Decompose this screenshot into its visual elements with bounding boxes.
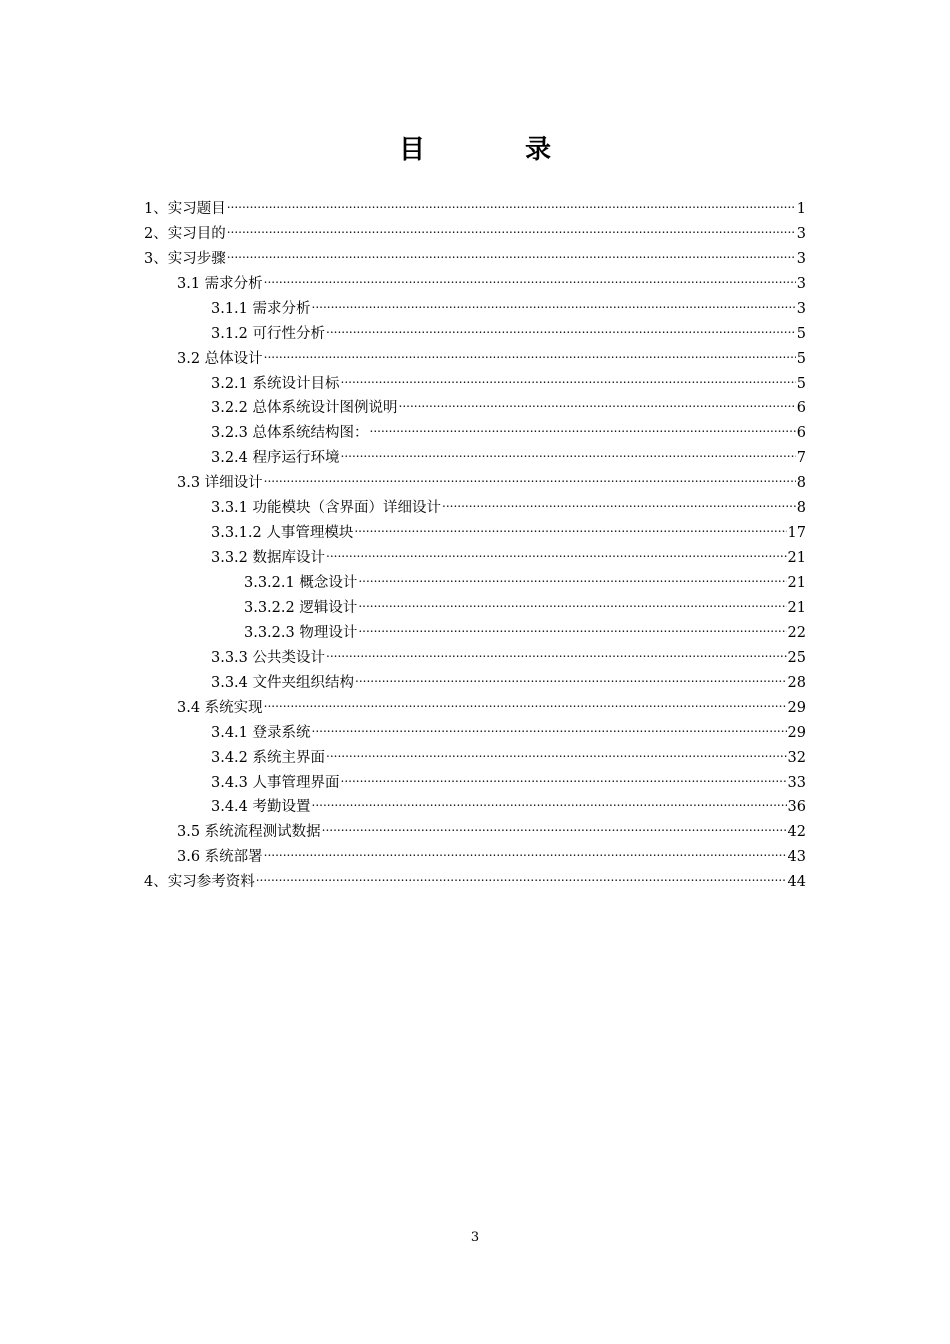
toc-entry-page: 21 [787, 550, 806, 567]
toc-title: 目录 [398, 135, 651, 165]
toc-entry-page: 36 [787, 799, 806, 816]
toc-dot-leader [264, 263, 796, 288]
toc-entry-page: 29 [787, 699, 806, 716]
toc-entry-page: 42 [787, 824, 806, 841]
toc-entry-text: 3.3.3 公共类设计 [211, 649, 326, 666]
toc-entry-page: 3 [796, 300, 806, 317]
toc-dot-leader [358, 562, 786, 587]
toc-dot-leader [370, 412, 796, 437]
toc-entry-text: 3.3.2.1 概念设计 [244, 575, 358, 591]
toc-entry[interactable] [144, 263, 806, 292]
toc-entry-text: 3.4.2 系统主界面 [211, 749, 326, 766]
toc-dot-leader [312, 712, 787, 737]
toc-entry-text: 3.3.1 功能模块（含界面）详细设计 [211, 500, 442, 517]
toc-entry-page: 3 [796, 225, 806, 242]
toc-dot-leader [399, 388, 796, 413]
toc-entry-page: 43 [787, 849, 806, 866]
toc-entry-text: 3、实习步骤 [144, 250, 226, 267]
toc-entry-text: 3.4.4 考勤设置 [211, 799, 311, 816]
toc-dot-leader [227, 188, 796, 213]
toc-dot-leader [312, 288, 796, 313]
toc-entry-page: 8 [796, 475, 806, 492]
toc-entry-text: 1、实习题目 [144, 200, 226, 217]
toc-entry-text: 3.4.3 人事管理界面 [211, 774, 340, 791]
toc-entry-page: 22 [787, 624, 806, 641]
toc-dot-leader [227, 213, 796, 238]
toc-dot-leader [341, 762, 787, 787]
toc-entry-text: 3.2.3 总体系统结构图： [211, 425, 369, 442]
toc-entry-page: 5 [796, 350, 806, 367]
toc-entry-text: 3.4.1 登录系统 [211, 724, 311, 741]
toc-entry-text: 3.4 系统实现 [177, 699, 263, 716]
toc-entry[interactable] [144, 238, 806, 267]
toc-dot-leader [341, 363, 796, 388]
toc-entry-page: 7 [796, 450, 806, 467]
toc-entry-text: 3.6 系统部署 [177, 849, 263, 866]
toc-entry-page: 6 [796, 425, 806, 442]
toc-dot-leader [354, 512, 786, 537]
toc-entry-text: 3.3 详细设计 [177, 475, 263, 492]
toc-entry-page: 33 [787, 774, 806, 791]
toc-dot-leader [326, 537, 787, 562]
toc-entry-text: 3.3.1.2 人事管理模块 [211, 525, 354, 542]
toc-entry-text: 3.1 需求分析 [177, 275, 263, 292]
toc-entry-text: 4、实习参考资料 [144, 874, 255, 891]
toc-entry-text: 3.3.2 数据库设计 [211, 550, 326, 567]
toc-entry-text: 3.2.4 程序运行环境 [211, 450, 340, 467]
toc-dot-leader [264, 836, 787, 861]
toc-entry-page: 21 [787, 575, 806, 591]
toc-dot-leader [227, 238, 796, 263]
toc-entry-text: 3.1.1 需求分析 [211, 300, 311, 317]
toc-entry-text: 3.1.2 可行性分析 [211, 325, 326, 342]
toc-dot-leader [442, 487, 796, 512]
toc-dot-leader [256, 861, 787, 886]
toc-entry-page: 1 [796, 200, 806, 217]
toc-entry-page: 3 [796, 250, 806, 267]
toc-dot-leader [355, 662, 787, 687]
toc-entry-page: 5 [796, 325, 806, 342]
toc-entry-page: 3 [796, 275, 806, 292]
toc-entry-text: 3.3.4 文件夹组织结构 [211, 674, 355, 691]
toc-entry-page: 6 [796, 400, 806, 417]
toc-entry[interactable] [144, 213, 806, 242]
toc-entry-page: 25 [787, 649, 806, 666]
toc-entry-page: 21 [787, 599, 806, 616]
toc-dot-leader [312, 787, 787, 812]
toc-entry-page: 5 [796, 375, 806, 392]
toc-dot-leader [358, 612, 786, 637]
toc-entry[interactable] [144, 188, 806, 217]
toc-entry-text: 2、实习目的 [144, 225, 226, 242]
toc-entry-page: 29 [787, 724, 806, 741]
toc-entry-page: 32 [787, 749, 806, 766]
toc-dot-leader [326, 637, 787, 662]
toc-entry-page: 8 [796, 500, 806, 517]
toc-dot-leader [341, 437, 796, 462]
page-number: 3 [470, 1230, 480, 1245]
toc-entry-page: 17 [787, 525, 806, 542]
toc-entry-text: 3.2 总体设计 [177, 350, 263, 367]
toc-dot-leader [264, 687, 787, 712]
toc-dot-leader [264, 462, 796, 487]
toc-dot-leader [358, 587, 786, 612]
toc-entry-text: 3.3.2.2 逻辑设计 [244, 599, 358, 616]
table-of-contents [144, 188, 806, 891]
toc-dot-leader [326, 313, 796, 338]
toc-dot-leader [322, 811, 787, 836]
toc-entry-page: 28 [787, 674, 806, 691]
toc-dot-leader [264, 338, 796, 363]
toc-entry-text: 3.2.2 总体系统设计图例说明 [211, 400, 398, 417]
toc-dot-leader [326, 737, 787, 762]
toc-entry-text: 3.5 系统流程测试数据 [177, 824, 321, 841]
toc-entry-text: 3.2.1 系统设计目标 [211, 375, 340, 392]
toc-entry-page: 44 [787, 874, 806, 891]
toc-entry-text: 3.3.2.3 物理设计 [244, 624, 358, 641]
